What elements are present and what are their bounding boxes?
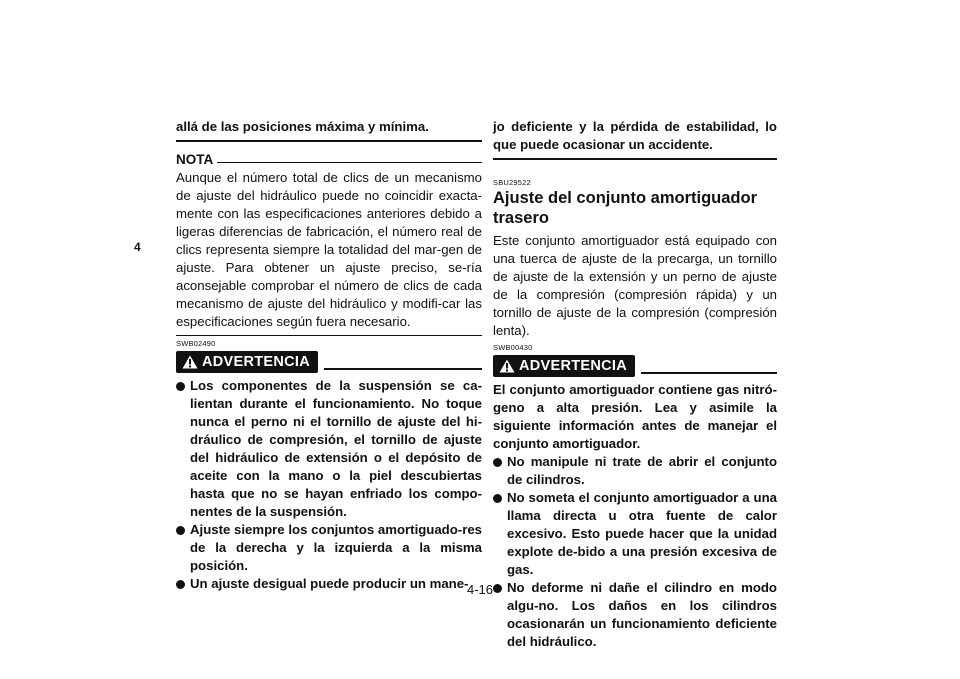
divider [176,140,482,142]
warning-intro: El conjunto amortiguador contiene gas nitró-geno a alta presión. Lea y asimile la siguiente información antes de manejar el conjunto amortiguador. [493,382,777,451]
right-column [493,118,777,651]
warning-end-line [493,158,777,160]
warning-code: SWB00430 [493,343,533,352]
intro-text: allá de las posiciones máxima y mínima. [176,119,429,134]
right-warning-list [493,453,777,651]
warning-label: ADVERTENCIA [519,358,628,374]
list-item: No deforme ni dañe el cilindro en modo algu-no. Los daños en los cilindros ocasionarán un funcionamiento deficiente del hidráulico. [493,579,777,651]
left-warning-list [176,377,482,593]
nota-label: NOTA [176,152,214,167]
section-body: Este conjunto amortiguador está equipado con una tuerca de ajuste de la precarga, un tornillo de ajuste de la extensión y un perno de ajuste de la compresión (compresión rápida) y un tornillo de ajuste de la compresión (compresión lenta). [493,233,777,338]
warning-label: ADVERTENCIA [202,354,311,370]
bullet-icon [176,382,185,391]
warning-badge [176,351,318,373]
warning-line [641,372,777,374]
page-number: 4-16 [466,582,494,597]
list-item: Los componentes de la suspensión se ca-lientan durante el funcionamiento. No toque nunca el perno ni el tornillo de ajuste del hi-dráulico de compresión, el tornillo de ajuste del hidráulico de extensión o el depósito de aceite con la mano o la piel descubiertas hasta que no se hayan enfriado los compo-nentes de la suspensión. [176,377,482,521]
section-code: SBU29522 [493,178,531,187]
continued-text: jo deficiente y la pérdida de estabilidad, lo que puede ocasionar un accidente. [493,119,777,152]
list-item: Un ajuste desigual puede producir un mane- [176,575,482,593]
warning-code: SWB02490 [176,339,216,348]
section-title: Ajuste del conjunto amortiguador trasero [493,189,758,227]
warning-header [493,355,777,377]
list-item: No someta el conjunto amortiguador a una llama directa u otra fuente de calor excesivo. Esto puede hacer que la unidad explote de-bido a una presión excesiva de gas. [493,489,777,579]
bullet-icon [493,458,502,467]
warning-line [324,368,482,370]
warning-badge [493,355,635,377]
warning-triangle-icon [499,359,515,373]
list-item: Ajuste siempre los conjuntos amortiguado-res de la derecha y la izquierda a la misma posición. [176,521,482,575]
chapter-tab: 4 [134,240,141,254]
nota-text: Aunque el número total de clics de un mecanismo de ajuste del hidráulico puede no coincidir exacta-mente con las especificaciones anteriores debido a ligeras diferencias de fabricación, el número real de clics representa siempre la totalidad del mar-gen de ajuste. Para obtener un ajuste preciso, se-ría aconsejable comprobar el número de clics de cada mecanismo de ajuste del hidráulico y modifi-car las especificaciones según fuera necesario. [176,170,482,329]
nota-line [217,162,482,163]
bullet-icon [493,494,502,503]
warning-header [176,351,482,373]
left-column [176,118,482,593]
bullet-icon [176,526,185,535]
list-item: No manipule ni trate de abrir el conjunto de cilindros. [493,453,777,489]
nota-header [176,152,482,167]
nota-end-line [176,335,482,336]
warning-triangle-icon [182,355,198,369]
